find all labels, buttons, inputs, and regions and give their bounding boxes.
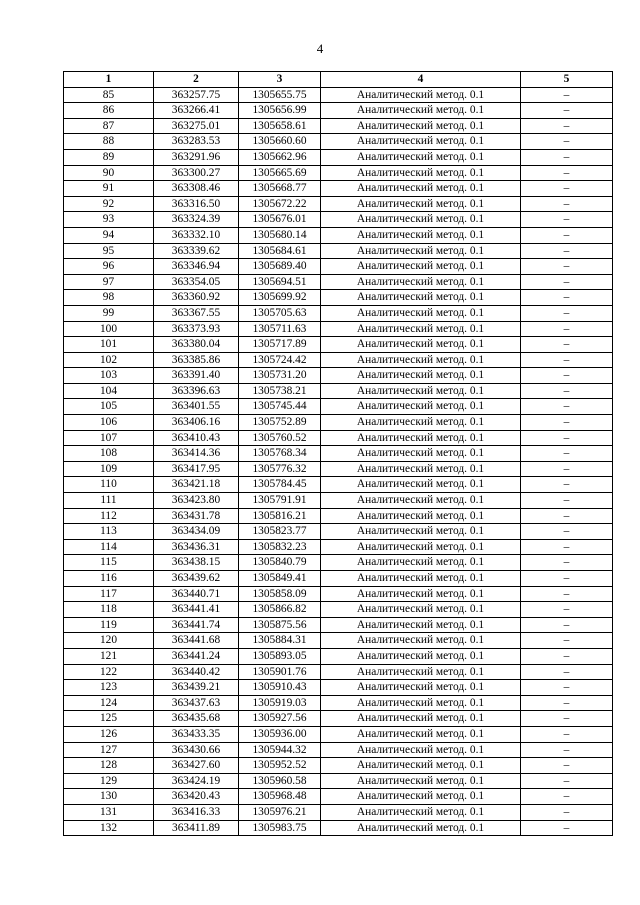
table-row — [64, 820, 613, 836]
cell-method-accuracy: Аналитический метод. 0.1 — [321, 383, 521, 399]
cell-method-accuracy: Аналитический метод. 0.1 — [321, 555, 521, 571]
cell-y-coordinate: 1305665.69 — [239, 165, 321, 181]
cell-method-accuracy: Аналитический метод. 0.1 — [321, 508, 521, 524]
table-row — [64, 617, 613, 633]
table-row — [64, 477, 613, 493]
table-row — [64, 352, 613, 368]
cell-method-accuracy: Аналитический метод. 0.1 — [321, 352, 521, 368]
cell-description: – — [521, 321, 613, 337]
column-header-4: 4 — [321, 72, 521, 88]
cell-x-coordinate: 363354.05 — [154, 274, 239, 290]
cell-y-coordinate: 1305927.56 — [239, 711, 321, 727]
cell-x-coordinate: 363275.01 — [154, 118, 239, 134]
cell-y-coordinate: 1305676.01 — [239, 212, 321, 228]
cell-x-coordinate: 363380.04 — [154, 337, 239, 353]
cell-point-number: 89 — [64, 149, 154, 165]
cell-description: – — [521, 664, 613, 680]
cell-x-coordinate: 363332.10 — [154, 227, 239, 243]
cell-y-coordinate: 1305776.32 — [239, 461, 321, 477]
cell-x-coordinate: 363439.21 — [154, 680, 239, 696]
table-row — [64, 399, 613, 415]
cell-method-accuracy: Аналитический метод. 0.1 — [321, 493, 521, 509]
cell-x-coordinate: 363440.42 — [154, 664, 239, 680]
cell-method-accuracy: Аналитический метод. 0.1 — [321, 149, 521, 165]
cell-y-coordinate: 1305731.20 — [239, 368, 321, 384]
cell-y-coordinate: 1305936.00 — [239, 726, 321, 742]
cell-point-number: 87 — [64, 118, 154, 134]
cell-y-coordinate: 1305711.63 — [239, 321, 321, 337]
cell-y-coordinate: 1305768.34 — [239, 446, 321, 462]
table-row — [64, 430, 613, 446]
cell-description: – — [521, 711, 613, 727]
cell-y-coordinate: 1305705.63 — [239, 305, 321, 321]
cell-point-number: 88 — [64, 134, 154, 150]
cell-method-accuracy: Аналитический метод. 0.1 — [321, 212, 521, 228]
cell-point-number: 125 — [64, 711, 154, 727]
cell-point-number: 110 — [64, 477, 154, 493]
table-row — [64, 524, 613, 540]
cell-y-coordinate: 1305910.43 — [239, 680, 321, 696]
cell-description: – — [521, 586, 613, 602]
cell-method-accuracy: Аналитический метод. 0.1 — [321, 399, 521, 415]
cell-method-accuracy: Аналитический метод. 0.1 — [321, 648, 521, 664]
table-row — [64, 196, 613, 212]
cell-method-accuracy: Аналитический метод. 0.1 — [321, 196, 521, 212]
cell-method-accuracy: Аналитический метод. 0.1 — [321, 680, 521, 696]
cell-method-accuracy: Аналитический метод. 0.1 — [321, 539, 521, 555]
cell-y-coordinate: 1305952.52 — [239, 758, 321, 774]
cell-description: – — [521, 446, 613, 462]
cell-point-number: 99 — [64, 305, 154, 321]
table-row — [64, 586, 613, 602]
cell-method-accuracy: Аналитический метод. 0.1 — [321, 337, 521, 353]
cell-x-coordinate: 363437.63 — [154, 695, 239, 711]
cell-method-accuracy: Аналитический метод. 0.1 — [321, 726, 521, 742]
cell-point-number: 115 — [64, 555, 154, 571]
cell-y-coordinate: 1305858.09 — [239, 586, 321, 602]
cell-x-coordinate: 363441.68 — [154, 633, 239, 649]
cell-point-number: 127 — [64, 742, 154, 758]
cell-description: – — [521, 493, 613, 509]
cell-description: – — [521, 243, 613, 259]
table-row — [64, 243, 613, 259]
table-row — [64, 633, 613, 649]
cell-description: – — [521, 290, 613, 306]
cell-description: – — [521, 337, 613, 353]
cell-point-number: 109 — [64, 461, 154, 477]
cell-x-coordinate: 363427.60 — [154, 758, 239, 774]
cell-x-coordinate: 363410.43 — [154, 430, 239, 446]
cell-method-accuracy: Аналитический метод. 0.1 — [321, 695, 521, 711]
cell-y-coordinate: 1305816.21 — [239, 508, 321, 524]
table-row — [64, 259, 613, 275]
cell-x-coordinate: 363434.09 — [154, 524, 239, 540]
cell-x-coordinate: 363385.86 — [154, 352, 239, 368]
cell-y-coordinate: 1305976.21 — [239, 804, 321, 820]
cell-description: – — [521, 305, 613, 321]
cell-point-number: 119 — [64, 617, 154, 633]
cell-point-number: 123 — [64, 680, 154, 696]
cell-x-coordinate: 363424.19 — [154, 773, 239, 789]
cell-y-coordinate: 1305760.52 — [239, 430, 321, 446]
cell-y-coordinate: 1305968.48 — [239, 789, 321, 805]
cell-y-coordinate: 1305840.79 — [239, 555, 321, 571]
cell-point-number: 106 — [64, 415, 154, 431]
table-row — [64, 305, 613, 321]
cell-x-coordinate: 363360.92 — [154, 290, 239, 306]
cell-y-coordinate: 1305680.14 — [239, 227, 321, 243]
table-row — [64, 695, 613, 711]
cell-description: – — [521, 524, 613, 540]
table-row — [64, 134, 613, 150]
cell-y-coordinate: 1305791.91 — [239, 493, 321, 509]
cell-point-number: 132 — [64, 820, 154, 836]
table-row — [64, 461, 613, 477]
cell-method-accuracy: Аналитический метод. 0.1 — [321, 134, 521, 150]
cell-x-coordinate: 363324.39 — [154, 212, 239, 228]
table-row — [64, 415, 613, 431]
cell-point-number: 101 — [64, 337, 154, 353]
cell-point-number: 102 — [64, 352, 154, 368]
cell-y-coordinate: 1305866.82 — [239, 602, 321, 618]
table-row — [64, 773, 613, 789]
cell-y-coordinate: 1305784.45 — [239, 477, 321, 493]
table-row — [64, 602, 613, 618]
cell-y-coordinate: 1305717.89 — [239, 337, 321, 353]
cell-y-coordinate: 1305694.51 — [239, 274, 321, 290]
cell-description: – — [521, 461, 613, 477]
cell-point-number: 126 — [64, 726, 154, 742]
cell-x-coordinate: 363414.36 — [154, 446, 239, 462]
cell-description: – — [521, 695, 613, 711]
cell-y-coordinate: 1305658.61 — [239, 118, 321, 134]
table-row — [64, 383, 613, 399]
cell-y-coordinate: 1305668.77 — [239, 181, 321, 197]
cell-x-coordinate: 363423.80 — [154, 493, 239, 509]
cell-y-coordinate: 1305745.44 — [239, 399, 321, 415]
table-row — [64, 446, 613, 462]
cell-description: – — [521, 648, 613, 664]
cell-point-number: 130 — [64, 789, 154, 805]
cell-point-number: 92 — [64, 196, 154, 212]
table-row — [64, 118, 613, 134]
cell-description: – — [521, 165, 613, 181]
cell-description: – — [521, 726, 613, 742]
cell-point-number: 117 — [64, 586, 154, 602]
cell-method-accuracy: Аналитический метод. 0.1 — [321, 227, 521, 243]
table-body — [64, 87, 613, 836]
cell-description: – — [521, 383, 613, 399]
cell-point-number: 108 — [64, 446, 154, 462]
table-row — [64, 274, 613, 290]
cell-description: – — [521, 87, 613, 103]
cell-method-accuracy: Аналитический метод. 0.1 — [321, 789, 521, 805]
cell-method-accuracy: Аналитический метод. 0.1 — [321, 430, 521, 446]
cell-description: – — [521, 633, 613, 649]
table-row — [64, 165, 613, 181]
cell-x-coordinate: 363439.62 — [154, 571, 239, 587]
cell-x-coordinate: 363283.53 — [154, 134, 239, 150]
cell-x-coordinate: 363339.62 — [154, 243, 239, 259]
cell-method-accuracy: Аналитический метод. 0.1 — [321, 118, 521, 134]
cell-y-coordinate: 1305983.75 — [239, 820, 321, 836]
cell-method-accuracy: Аналитический метод. 0.1 — [321, 243, 521, 259]
cell-method-accuracy: Аналитический метод. 0.1 — [321, 524, 521, 540]
cell-y-coordinate: 1305901.76 — [239, 664, 321, 680]
cell-description: – — [521, 555, 613, 571]
cell-method-accuracy: Аналитический метод. 0.1 — [321, 477, 521, 493]
cell-description: – — [521, 352, 613, 368]
cell-x-coordinate: 363300.27 — [154, 165, 239, 181]
cell-method-accuracy: Аналитический метод. 0.1 — [321, 711, 521, 727]
cell-point-number: 104 — [64, 383, 154, 399]
cell-point-number: 97 — [64, 274, 154, 290]
cell-description: – — [521, 758, 613, 774]
cell-description: – — [521, 134, 613, 150]
cell-x-coordinate: 363406.16 — [154, 415, 239, 431]
cell-point-number: 100 — [64, 321, 154, 337]
cell-x-coordinate: 363421.18 — [154, 477, 239, 493]
cell-method-accuracy: Аналитический метод. 0.1 — [321, 290, 521, 306]
cell-x-coordinate: 363433.35 — [154, 726, 239, 742]
cell-point-number: 91 — [64, 181, 154, 197]
cell-y-coordinate: 1305662.96 — [239, 149, 321, 165]
cell-point-number: 86 — [64, 103, 154, 119]
cell-method-accuracy: Аналитический метод. 0.1 — [321, 87, 521, 103]
cell-method-accuracy: Аналитический метод. 0.1 — [321, 664, 521, 680]
cell-description: – — [521, 181, 613, 197]
cell-method-accuracy: Аналитический метод. 0.1 — [321, 181, 521, 197]
column-header-5: 5 — [521, 72, 613, 88]
cell-y-coordinate: 1305656.99 — [239, 103, 321, 119]
table-row — [64, 711, 613, 727]
cell-point-number: 98 — [64, 290, 154, 306]
cell-y-coordinate: 1305944.32 — [239, 742, 321, 758]
cell-y-coordinate: 1305823.77 — [239, 524, 321, 540]
cell-description: – — [521, 617, 613, 633]
cell-method-accuracy: Аналитический метод. 0.1 — [321, 820, 521, 836]
page-number: 4 — [316, 41, 324, 56]
cell-x-coordinate: 363257.75 — [154, 87, 239, 103]
cell-point-number: 96 — [64, 259, 154, 275]
table-row — [64, 555, 613, 571]
cell-method-accuracy: Аналитический метод. 0.1 — [321, 103, 521, 119]
cell-x-coordinate: 363420.43 — [154, 789, 239, 805]
cell-description: – — [521, 430, 613, 446]
cell-y-coordinate: 1305960.58 — [239, 773, 321, 789]
column-header-2: 2 — [154, 72, 239, 88]
cell-description: – — [521, 399, 613, 415]
column-header-3: 3 — [239, 72, 321, 88]
cell-description: – — [521, 773, 613, 789]
table-row — [64, 227, 613, 243]
cell-y-coordinate: 1305655.75 — [239, 87, 321, 103]
cell-description: – — [521, 227, 613, 243]
cell-description: – — [521, 477, 613, 493]
cell-method-accuracy: Аналитический метод. 0.1 — [321, 602, 521, 618]
cell-point-number: 93 — [64, 212, 154, 228]
cell-y-coordinate: 1305884.31 — [239, 633, 321, 649]
table-row — [64, 758, 613, 774]
cell-description: – — [521, 212, 613, 228]
table-row — [64, 648, 613, 664]
table-row — [64, 680, 613, 696]
cell-method-accuracy: Аналитический метод. 0.1 — [321, 586, 521, 602]
cell-description: – — [521, 103, 613, 119]
cell-method-accuracy: Аналитический метод. 0.1 — [321, 321, 521, 337]
cell-x-coordinate: 363435.68 — [154, 711, 239, 727]
cell-description: – — [521, 274, 613, 290]
cell-y-coordinate: 1305849.41 — [239, 571, 321, 587]
cell-method-accuracy: Аналитический метод. 0.1 — [321, 758, 521, 774]
cell-description: – — [521, 602, 613, 618]
cell-y-coordinate: 1305893.05 — [239, 648, 321, 664]
cell-point-number: 116 — [64, 571, 154, 587]
table-row — [64, 368, 613, 384]
cell-point-number: 120 — [64, 633, 154, 649]
cell-x-coordinate: 363367.55 — [154, 305, 239, 321]
cell-description: – — [521, 742, 613, 758]
cell-y-coordinate: 1305660.60 — [239, 134, 321, 150]
cell-point-number: 113 — [64, 524, 154, 540]
cell-method-accuracy: Аналитический метод. 0.1 — [321, 804, 521, 820]
cell-point-number: 103 — [64, 368, 154, 384]
cell-description: – — [521, 368, 613, 384]
cell-x-coordinate: 363441.74 — [154, 617, 239, 633]
column-header-1: 1 — [64, 72, 154, 88]
coordinates-table — [63, 71, 613, 836]
table-header-row — [64, 72, 613, 88]
table-row — [64, 493, 613, 509]
cell-point-number: 122 — [64, 664, 154, 680]
cell-y-coordinate: 1305752.89 — [239, 415, 321, 431]
table-row — [64, 87, 613, 103]
cell-x-coordinate: 363416.33 — [154, 804, 239, 820]
cell-point-number: 129 — [64, 773, 154, 789]
cell-point-number: 124 — [64, 695, 154, 711]
cell-method-accuracy: Аналитический метод. 0.1 — [321, 274, 521, 290]
cell-method-accuracy: Аналитический метод. 0.1 — [321, 368, 521, 384]
table-row — [64, 726, 613, 742]
table-row — [64, 664, 613, 680]
cell-x-coordinate: 363440.71 — [154, 586, 239, 602]
cell-point-number: 112 — [64, 508, 154, 524]
cell-description: – — [521, 196, 613, 212]
cell-y-coordinate: 1305724.42 — [239, 352, 321, 368]
table-row — [64, 789, 613, 805]
table-row — [64, 571, 613, 587]
table-row — [64, 103, 613, 119]
cell-method-accuracy: Аналитический метод. 0.1 — [321, 617, 521, 633]
cell-x-coordinate: 363401.55 — [154, 399, 239, 415]
cell-x-coordinate: 363346.94 — [154, 259, 239, 275]
cell-point-number: 85 — [64, 87, 154, 103]
table-row — [64, 742, 613, 758]
cell-x-coordinate: 363431.78 — [154, 508, 239, 524]
cell-description: – — [521, 149, 613, 165]
cell-point-number: 131 — [64, 804, 154, 820]
cell-description: – — [521, 508, 613, 524]
cell-method-accuracy: Аналитический метод. 0.1 — [321, 633, 521, 649]
cell-x-coordinate: 363391.40 — [154, 368, 239, 384]
cell-y-coordinate: 1305875.56 — [239, 617, 321, 633]
table-row — [64, 508, 613, 524]
cell-description: – — [521, 259, 613, 275]
cell-method-accuracy: Аналитический метод. 0.1 — [321, 165, 521, 181]
cell-y-coordinate: 1305919.03 — [239, 695, 321, 711]
table-row — [64, 212, 613, 228]
cell-description: – — [521, 539, 613, 555]
cell-description: – — [521, 789, 613, 805]
cell-method-accuracy: Аналитический метод. 0.1 — [321, 415, 521, 431]
cell-point-number: 105 — [64, 399, 154, 415]
cell-point-number: 111 — [64, 493, 154, 509]
cell-x-coordinate: 363441.24 — [154, 648, 239, 664]
cell-description: – — [521, 415, 613, 431]
cell-y-coordinate: 1305684.61 — [239, 243, 321, 259]
cell-point-number: 90 — [64, 165, 154, 181]
cell-x-coordinate: 363308.46 — [154, 181, 239, 197]
cell-x-coordinate: 363316.50 — [154, 196, 239, 212]
cell-description: – — [521, 804, 613, 820]
cell-y-coordinate: 1305738.21 — [239, 383, 321, 399]
cell-method-accuracy: Аналитический метод. 0.1 — [321, 259, 521, 275]
cell-x-coordinate: 363411.89 — [154, 820, 239, 836]
cell-x-coordinate: 363291.96 — [154, 149, 239, 165]
cell-description: – — [521, 680, 613, 696]
cell-method-accuracy: Аналитический метод. 0.1 — [321, 461, 521, 477]
table-row — [64, 321, 613, 337]
cell-point-number: 121 — [64, 648, 154, 664]
cell-x-coordinate: 363438.15 — [154, 555, 239, 571]
cell-method-accuracy: Аналитический метод. 0.1 — [321, 305, 521, 321]
cell-point-number: 128 — [64, 758, 154, 774]
table-row — [64, 337, 613, 353]
cell-x-coordinate: 363430.66 — [154, 742, 239, 758]
table-row — [64, 290, 613, 306]
cell-x-coordinate: 363417.95 — [154, 461, 239, 477]
cell-point-number: 94 — [64, 227, 154, 243]
cell-y-coordinate: 1305699.92 — [239, 290, 321, 306]
cell-method-accuracy: Аналитический метод. 0.1 — [321, 773, 521, 789]
cell-point-number: 118 — [64, 602, 154, 618]
cell-method-accuracy: Аналитический метод. 0.1 — [321, 571, 521, 587]
cell-point-number: 107 — [64, 430, 154, 446]
table-row — [64, 149, 613, 165]
cell-method-accuracy: Аналитический метод. 0.1 — [321, 742, 521, 758]
table-row — [64, 804, 613, 820]
cell-x-coordinate: 363266.41 — [154, 103, 239, 119]
cell-y-coordinate: 1305832.23 — [239, 539, 321, 555]
cell-description: – — [521, 820, 613, 836]
cell-description: – — [521, 571, 613, 587]
cell-y-coordinate: 1305672.22 — [239, 196, 321, 212]
cell-x-coordinate: 363441.41 — [154, 602, 239, 618]
cell-description: – — [521, 118, 613, 134]
cell-x-coordinate: 363373.93 — [154, 321, 239, 337]
cell-x-coordinate: 363396.63 — [154, 383, 239, 399]
cell-y-coordinate: 1305689.40 — [239, 259, 321, 275]
cell-point-number: 95 — [64, 243, 154, 259]
table-row — [64, 181, 613, 197]
table-row — [64, 539, 613, 555]
cell-x-coordinate: 363436.31 — [154, 539, 239, 555]
cell-method-accuracy: Аналитический метод. 0.1 — [321, 446, 521, 462]
cell-point-number: 114 — [64, 539, 154, 555]
